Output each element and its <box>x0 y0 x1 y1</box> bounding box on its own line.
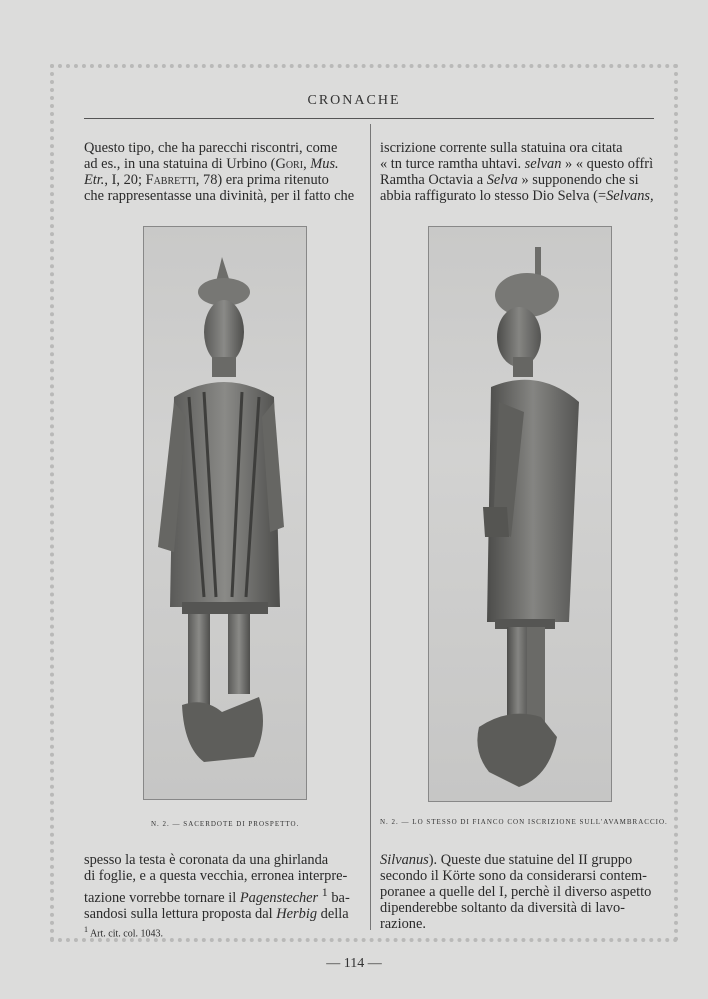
text-line: ad es., in una statuina di Urbino (Gori, Mus. <box>84 156 339 172</box>
text-line: che rappresentasse una divinità, per il fatto che <box>84 188 355 204</box>
text-line: secondo il Körte sono da considerarsi contem- <box>380 868 647 884</box>
statuette-front-image <box>144 227 306 799</box>
footnote-text: Art. cit. col. 1043. <box>89 928 163 940</box>
text-line: spesso la testa è coronata da una ghirlanda <box>84 852 329 868</box>
figure-caption-right: N. 2. — LO STESSO DI FIANCO CON ISCRIZIONE SULL'AVAMBRACCIO. <box>380 818 668 826</box>
page-number: — 114 — <box>326 956 382 971</box>
text-line: Etr., I, 20; Fabretti, 78) era prima ritenuto <box>84 172 329 188</box>
inline-run: Pagenstecher <box>239 889 319 906</box>
text-line: iscrizione corrente sulla statuina ora citata <box>380 140 623 156</box>
text-line: Questo tipo, che ha parecchi riscontri, come <box>84 140 338 156</box>
text-line: tazione vorrebbe tornare il Pagenstecher $^1$ ba- <box>84 885 350 906</box>
text-line: Silvanus). Queste due statuine del II gruppo <box>380 852 633 868</box>
column-divider <box>370 124 371 930</box>
inline-run: Mus. <box>310 156 339 172</box>
figure-statuette-front <box>143 226 307 800</box>
text-line: sandosi sulla lettura proposta dal Herbig della <box>84 905 349 922</box>
text-line: razione. <box>380 916 426 932</box>
statuette-side-image <box>429 227 611 801</box>
inline-run: Selvans, <box>606 188 654 204</box>
inline-run: Gori <box>275 156 304 172</box>
text-line: « tn turce ramtha uhtavi. selvan » « questo offrì <box>380 156 654 172</box>
right-column-top-text <box>380 140 658 204</box>
running-header: CRONACHE <box>307 93 401 108</box>
inline-run: Fabretti <box>145 172 196 188</box>
left-bottom-lines <box>84 852 362 922</box>
header-rule <box>84 118 654 119</box>
inline-run: Selva <box>486 172 518 188</box>
text-line: abbia raffigurato lo stesso Dio Selva (=Selvans, <box>380 188 654 204</box>
text-line: Ramtha Octavia a Selva » supponendo che si <box>380 172 639 188</box>
right-column-bottom-text <box>380 852 658 932</box>
inline-run: Silvanus <box>380 852 429 868</box>
inline-run: selvan <box>524 156 562 172</box>
left-column-bottom-text <box>84 852 362 940</box>
left-column-top-text <box>84 140 362 204</box>
text-line: dipenderebbe soltanto da diversità di lavo- <box>380 900 625 916</box>
footnote <box>84 924 362 940</box>
text-line: poranee a quelle del I, perchè il diverso aspetto <box>380 884 652 900</box>
inline-run: Etr. <box>84 172 105 188</box>
figure-caption-left: N. 2. — SACERDOTE DI PROSPETTO. <box>151 820 300 828</box>
figure-statuette-side <box>428 226 612 802</box>
text-line: di foglie, e a questa vecchia, erronea interpre- <box>84 868 348 884</box>
footnote-mark: 1 <box>84 924 88 934</box>
inline-run: 1 <box>321 885 328 899</box>
inline-run: Herbig <box>276 905 318 922</box>
